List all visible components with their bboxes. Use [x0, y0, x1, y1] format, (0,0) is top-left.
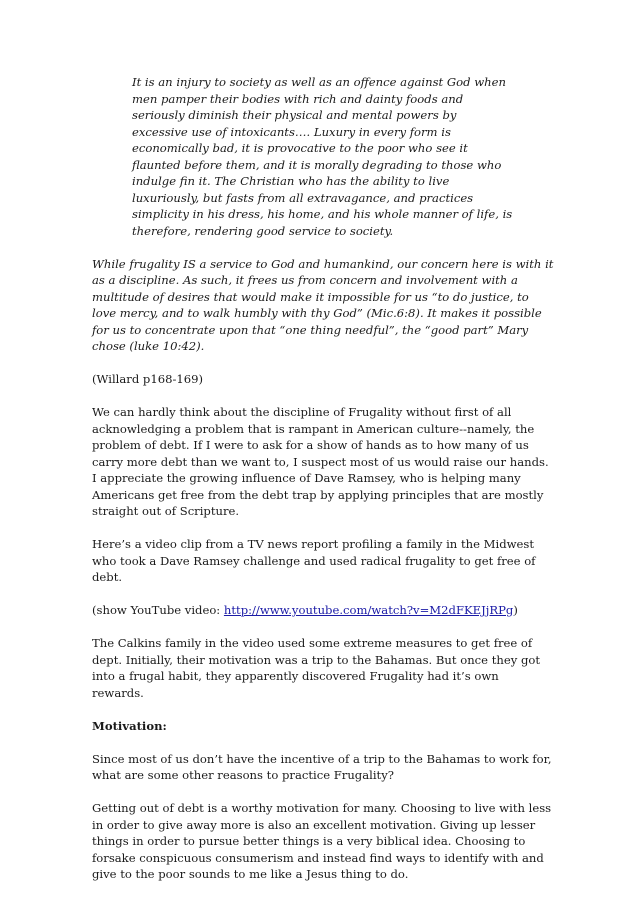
- citation: (Willard p168-169): [92, 372, 204, 386]
- video-prefix: (show YouTube video:: [92, 603, 224, 617]
- question-paragraph: Since most of us don’t have the incentive of a trip to the Bahamas to work for, what are some other reasons to practice Frugality?: [92, 751, 552, 782]
- video-suffix: ): [513, 603, 518, 617]
- youtube-link[interactable]: http://www.youtube.com/watch?v=M2dFKEJjRPg: [223, 603, 514, 617]
- motivation-heading: Motivation:: [92, 718, 167, 733]
- video-intro-paragraph: Here’s a video clip from a TV news report profiling a family in the Midwest who took a Dave Ramsey challenge and used radical frugality to get free of debt.: [92, 537, 536, 584]
- commentary-paragraph: While frugality IS a service to God and humankind, our concern here is with it as a discipline. As such, it frees us from concern and involvement with a multitude of desires that would make it impossible for us “to do justice, to love mercy, and to walk humbly with thy God” (Mic.6:8). It makes it possible for us to concentrate upon that “one thing needful”, the “good part” Mary chose (luke 10:42).: [92, 256, 554, 353]
- video-reference: [92, 602, 554, 619]
- calkins-paragraph: The Calkins family in the video used some extreme measures to get free of dept. Initially, their motivation was a trip to the Bahamas. But once they got into a frugal habit, they apparently discovered Frugality had it’s own rewards.: [92, 636, 541, 700]
- block-quote: It is an injury to society as well as an offence against God when men pamper their bodies with rich and dainty foods and seriously diminish their physical and mental powers by excessive use of intoxicants…. Luxury in every form is economically bad, it is provocative to the poor who see it flaunted before them, and it is morally degrading to those who indulge fin it. The Christian who has the ability to live luxuriously, but fasts from all extravagance, and practices simplicity in his dress, his home, and his whole manner of life, is therefore, rendering good service to society.: [132, 75, 513, 238]
- debt-paragraph: We can hardly think about the discipline of Frugality without first of all acknowledging a problem that is rampant in American culture--namely, the problem of debt. If I were to ask for a show of hands as to how many of us carry more debt than we want to, I suspect most of us would raise our hands. I appreciate the growing influence of Dave Ramsey, who is helping many Americans get free from the debt trap by applying principles that are mostly straight out of Scripture.: [92, 405, 549, 518]
- document-body: [92, 74, 554, 899]
- reasons-paragraph: Getting out of debt is a worthy motivation for many. Choosing to live with less in order to give away more is also an excellent motivation. Giving up lesser things in order to pursue better things is a very biblical idea. Choosing to forsake conspicuous consumerism and instead find ways to identify with and give to the poor sounds to me like a Jesus thing to do.: [92, 801, 552, 881]
